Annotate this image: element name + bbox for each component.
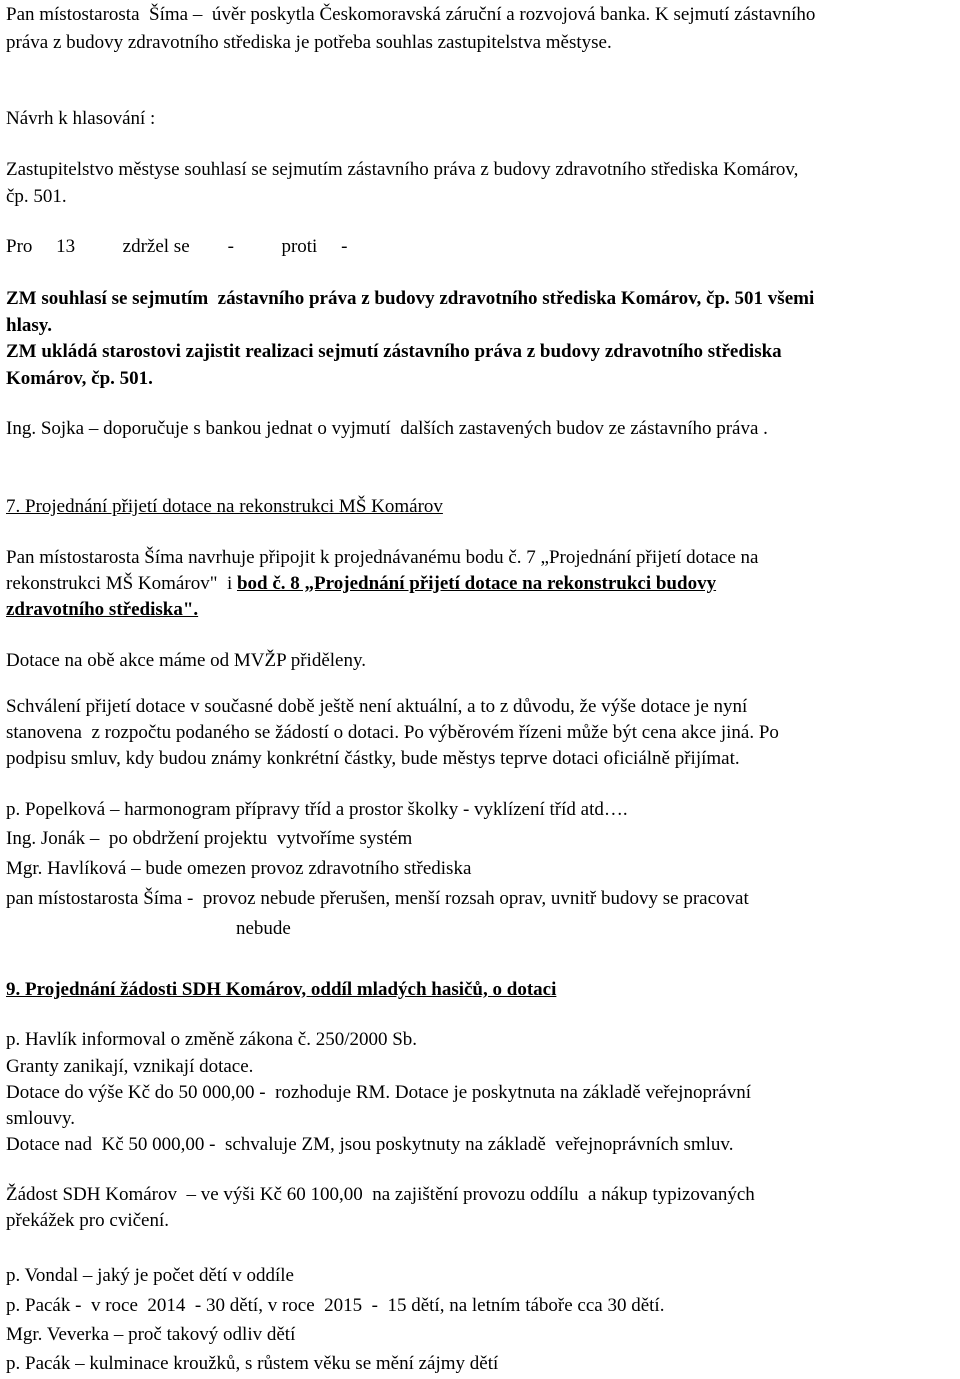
- item-7-p3-line-1: Schválení přijetí dotace v současné době ještě není aktuální, a to z důvodu, že výše dotace je nyní: [6, 696, 748, 717]
- item-7-p1-line-2: [6, 572, 716, 596]
- item-9-line-4: Dotace nad Kč 50 000,00 - schvaluje ZM, jsou poskytnuty na základě veřejnoprávních smluv.: [6, 1134, 734, 1155]
- item-7-p3-line-2: stanovena z rozpočtu podaného se žádostí o dotaci. Po výběrovém řízeni může být cena akce jiná. Po: [6, 722, 779, 743]
- vote-result: Pro 13 zdržel se - proti -: [6, 236, 348, 257]
- item-7-p1-line-2-plain: rekonstrukci MŠ Komárov" i: [6, 573, 237, 594]
- item-9-line-7: p. Pacák - v roce 2014 - 30 dětí, v roce 2015 - 15 dětí, na letním táboře cca 30 dětí.: [6, 1295, 665, 1316]
- item-9-heading: 9. Projednání žádosti SDH Komárov, oddíl mladých hasičů, o dotaci: [6, 979, 557, 1000]
- item-7-discussion-1: p. Popelková – harmonogram přípravy tříd a prostor školky - vyklízení tříd atd….: [6, 799, 628, 820]
- item-9-line-6: p. Vondal – jaký je počet dětí v oddíle: [6, 1265, 294, 1286]
- item-7-p3-line-3: podpisu smluv, kdy budou známy konkrétní částky, bude městys teprve dotaci oficiálně přijímat.: [6, 748, 740, 769]
- intro-line-2: práva z budovy zdravotního střediska je potřeba souhlas zastupitelstva městyse.: [6, 32, 612, 53]
- item-9-line-3b: smlouvy.: [6, 1108, 75, 1129]
- proposal-text-line-2: čp. 501.: [6, 186, 67, 207]
- item-7-heading: 7. Projednání přijetí dotace na rekonstrukci MŠ Komárov: [6, 496, 443, 517]
- item-9-line-5a: Žádost SDH Komárov – ve výši Kč 60 100,00 na zajištění provozu oddílu a nákup typizovaných: [6, 1184, 755, 1205]
- item-7-discussion-2: Ing. Jonák – po obdržení projektu vytvoříme systém: [6, 828, 413, 849]
- item-7-discussion-4-line-2: nebude: [236, 918, 291, 939]
- item-7-p2: Dotace na obě akce máme od MVŽP přiděleny.: [6, 650, 366, 671]
- item-9-line-1: p. Havlík informoval o změně zákona č. 250/2000 Sb.: [6, 1029, 418, 1050]
- item-7-discussion-3: Mgr. Havlíková – bude omezen provoz zdravotního střediska: [6, 858, 472, 879]
- resolution-2-line-2: Komárov, čp. 501.: [6, 368, 153, 389]
- resolution-2-line-1: ZM ukládá starostovi zajistit realizaci sejmutí zástavního práva z budovy zdravotního střediska: [6, 341, 782, 362]
- item-9-line-3a: Dotace do výše Kč do 50 000,00 - rozhoduje RM. Dotace je poskytnuta na základě veřejnoprávní: [6, 1082, 751, 1103]
- item-9-line-8: Mgr. Veverka – proč takový odliv dětí: [6, 1324, 296, 1345]
- resolution-1-line-1: ZM souhlasí se sejmutím zástavního práva z budovy zdravotního střediska Komárov, čp. 501 všemi: [6, 288, 815, 309]
- proposal-heading: Návrh k hlasování :: [6, 108, 156, 129]
- item-9-line-9: p. Pacák – kulminace kroužků, s růstem věku se mění zájmy dětí: [6, 1353, 499, 1374]
- resolution-note: Ing. Sojka – doporučuje s bankou jednat o vyjmutí dalších zastavených budov ze zástavního práva .: [6, 418, 768, 439]
- item-7-discussion-4-line-1: pan místostarosta Šíma - provoz nebude přerušen, menší rozsah oprav, uvnitř budovy se pracovat: [6, 888, 749, 909]
- item-9-line-5b: překážek pro cvičení.: [6, 1210, 169, 1231]
- item-9-line-2: Granty zanikají, vznikají dotace.: [6, 1056, 254, 1077]
- item-7-p1-line-2-bold: bod č. 8 „Projednání přijetí dotace na rekonstrukci budovy: [236, 573, 717, 594]
- proposal-text-line-1: Zastupitelstvo městyse souhlasí se sejmutím zástavního práva z budovy zdravotního střediska Komárov,: [6, 159, 799, 180]
- item-7-p1-line-3: zdravotního střediska".: [6, 599, 199, 620]
- item-7-p1-line-1: Pan místostarosta Šíma navrhuje připojit k projednávanému bodu č. 7 „Projednání přijetí dotace na: [6, 547, 759, 568]
- intro-line-1: Pan místostarosta Šíma – úvěr poskytla Českomoravská záruční a rozvojová banka. K sejmutí zástavního: [6, 4, 816, 25]
- resolution-1-line-2: hlasy.: [6, 315, 52, 336]
